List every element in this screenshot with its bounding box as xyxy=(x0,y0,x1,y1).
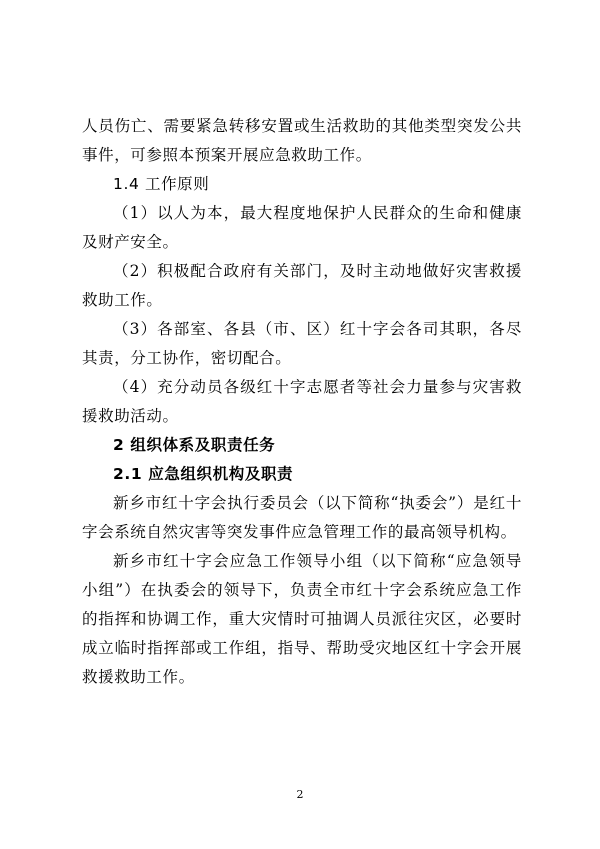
section-heading-2-1: 2.1 应急组织机构及职责 xyxy=(113,465,294,483)
principle-paragraph-2: （2）积极配合政府有关部门，及时主动地做好灾害救援救助工作。 xyxy=(82,262,522,309)
page-body xyxy=(82,112,522,692)
principle-paragraph-4: （4）充分动员各级红十字志愿者等社会力量参与灾害救援救助活动。 xyxy=(82,378,522,425)
continuation-paragraph: 人员伤亡、需要紧急转移安置或生活救助的其他类型突发公共事件，可参照本预案开展应急救助工作。 xyxy=(82,117,522,164)
principle-paragraph-3: （3）各部室、各县（市、区）红十字会各司其职，各尽其责，分工协作，密切配合。 xyxy=(82,320,522,367)
body-paragraph-1: 新乡市红十字会执行委员会（以下简称“执委会”）是红十字会系统自然灾害等突发事件应急管理工作的最高领导机构。 xyxy=(82,494,522,541)
page-number: 2 xyxy=(296,788,304,801)
principle-paragraph-1: （1）以人为本，最大程度地保护人民群众的生命和健康及财产安全。 xyxy=(82,204,522,251)
body-paragraph-2: 新乡市红十字会应急工作领导小组（以下简称“应急领导小组”）在执委会的领导下，负责全市红十字会系统应急工作的指挥和协调工作，重大灾情时可抽调人员派往灾区，必要时成立临时指挥部或工作组，指导、帮助受灾地区红十字会开展救援救助工作。 xyxy=(82,552,522,686)
section-heading-2: 2 组织体系及职责任务 xyxy=(113,436,276,454)
section-heading-1-4: 1.4 工作原则 xyxy=(113,175,210,193)
